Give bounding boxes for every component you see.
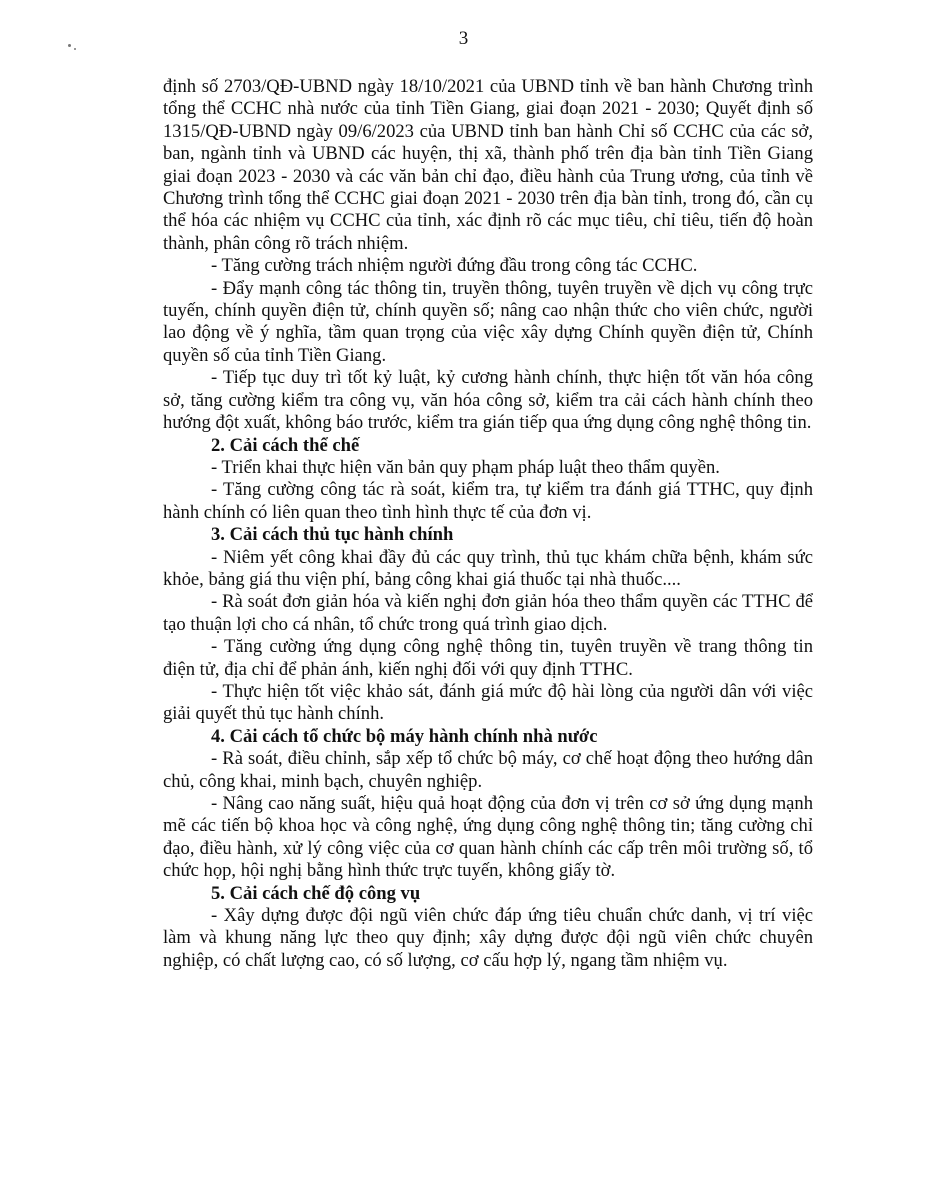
- section-heading: 4. Cải cách tổ chức bộ máy hành chính nhà nước: [211, 725, 598, 747]
- paragraph: - Triển khai thực hiện văn bản quy phạm pháp luật theo thẩm quyền.: [211, 456, 720, 478]
- document-body: [163, 76, 813, 972]
- paragraph: - Xây dựng được đội ngũ viên chức đáp ứng tiêu chuẩn chức danh, vị trí việc làm và khung năng lực theo quy định; xây dựng được đội ngũ viên chức chuyên nghiệp, có chất lượng cao, có số lượng, cơ cấu hợp lý, ngang tầm nhiệm vụ.: [163, 905, 813, 971]
- paragraph: - Đẩy mạnh công tác thông tin, truyền thông, tuyên truyền về dịch vụ công trực tuyến, chính quyền điện tử, chính quyền số; nâng cao nhận thức cho viên chức, người lao động về ý nghĩa, tầm quan trọng của việc xây dựng Chính quyền điện tử, Chính quyền số của tỉnh Tiền Giang.: [163, 277, 813, 366]
- paragraph: - Nâng cao năng suất, hiệu quả hoạt động của đơn vị trên cơ sở ứng dụng mạnh mẽ các tiến bộ khoa học và công nghệ, ứng dụng công nghệ thông tin; tăng cường chỉ đạo, điều hành, xử lý công việc của cơ quan hành chính các cấp trên môi trường số, tổ chức họp, hội nghị bằng hình thức trực tuyến, không giấy tờ.: [163, 793, 813, 882]
- paragraph: - Tiếp tục duy trì tốt kỷ luật, kỷ cương hành chính, thực hiện tốt văn hóa công sở, tăng cường kiểm tra công vụ, văn hóa công sở, kiểm tra cải cách hành chính theo hướng đột xuất, không báo trước, kiểm tra gián tiếp qua ứng dụng công nghệ thông tin.: [163, 367, 813, 434]
- paragraph: - Tăng cường ứng dụng công nghệ thông tin, tuyên truyền về trang thông tin điện tử, địa chỉ để phản ánh, kiến nghị đối với quy định TTHC.: [163, 636, 813, 680]
- paragraph: - Tăng cường trách nhiệm người đứng đầu trong công tác CCHC.: [211, 255, 698, 277]
- section-heading: 2. Cải cách thể chế: [211, 434, 360, 456]
- page-number: 3: [458, 28, 469, 49]
- section-heading: 5. Cải cách chế độ công vụ: [211, 882, 421, 904]
- paragraph: định số 2703/QĐ-UBND ngày 18/10/2021 của UBND tỉnh về ban hành Chương trình tổng thể CCHC nhà nước của tỉnh Tiền Giang, giai đoạn 2021 - 2030; Quyết định số 1315/QĐ-UBND ngày 09/6/2023 của UBND tỉnh ban hành Chỉ số CCHC của các sở, ban, ngành tỉnh và UBND các huyện, thị xã, thành phố trên địa bàn tỉnh Tiền Giang giai đoạn 2023 - 2030 và các văn bản chỉ đạo, điều hành của Trung ương, của tỉnh về Chương trình tổng thể CCHC giai đoạn 2021 - 2030 trên địa bàn tỉnh, trong đó, cần cụ thể hóa các nhiệm vụ CCHC của tỉnh, xác định rõ các mục tiêu, chỉ tiêu, tiến độ hoàn thành, phân công rõ trách nhiệm.: [163, 76, 813, 254]
- paragraph: - Niêm yết công khai đầy đủ các quy trình, thủ tục khám chữa bệnh, khám sức khỏe, bảng giá thu viện phí, bảng công khai giá thuốc tại nhà thuốc....: [163, 546, 813, 590]
- section-heading: 3. Cải cách thủ tục hành chính: [211, 524, 454, 546]
- paragraph: - Thực hiện tốt việc khảo sát, đánh giá mức độ hài lòng của người dân với việc giải quyết thủ tục hành chính.: [163, 680, 813, 725]
- paragraph: - Tăng cường công tác rà soát, kiểm tra, tự kiểm tra đánh giá TTHC, quy định hành chính có liên quan theo tình hình thực tế của đơn vị.: [163, 479, 813, 523]
- paragraph: - Rà soát, điều chỉnh, sắp xếp tổ chức bộ máy, cơ chế hoạt động theo hướng dân chủ, công khai, minh bạch, chuyên nghiệp.: [163, 748, 813, 792]
- paragraph: - Rà soát đơn giản hóa và kiến nghị đơn giản hóa theo thẩm quyền các TTHC để tạo thuận lợi cho cá nhân, tổ chức trong quá trình giao dịch.: [163, 591, 813, 635]
